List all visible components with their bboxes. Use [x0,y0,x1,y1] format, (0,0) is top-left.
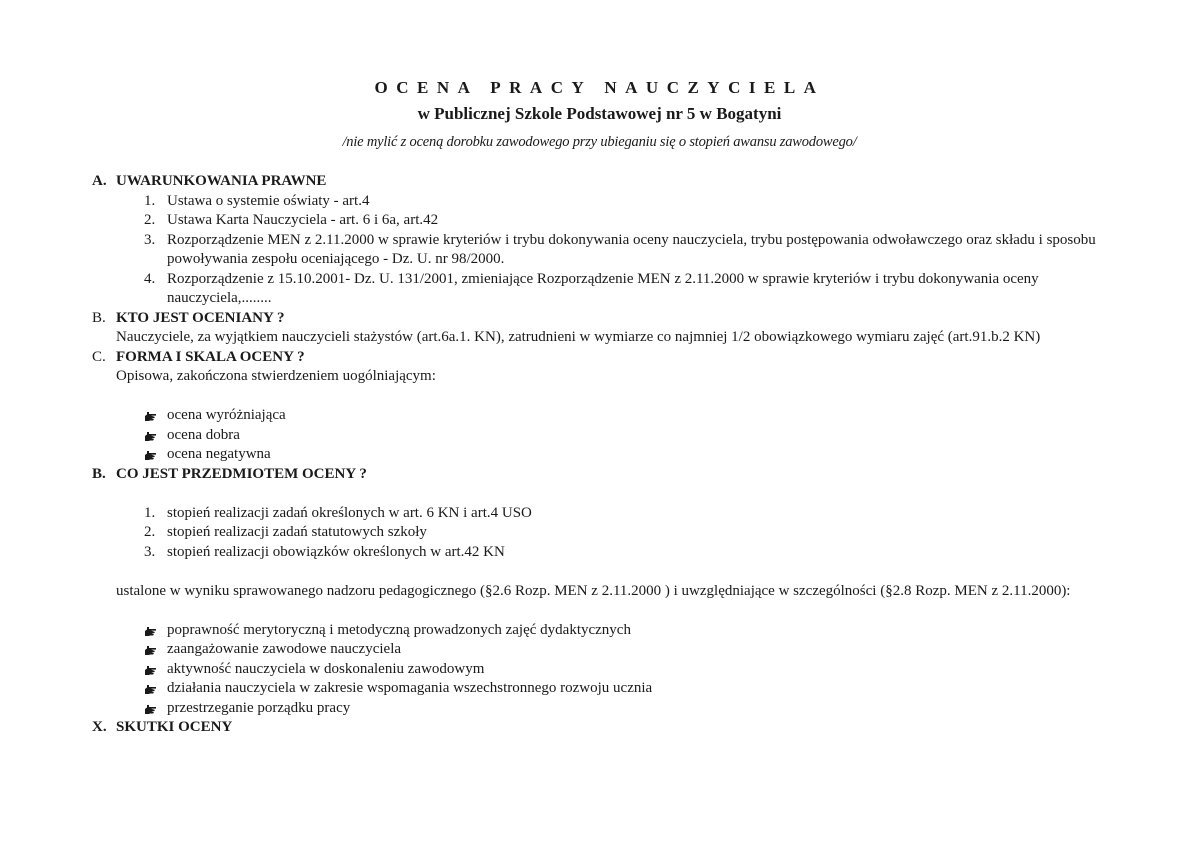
item-text: stopień realizacji zadań określonych w art. 6 KN i art.4 USO [167,504,532,521]
hand-pointer-icon [144,430,157,442]
hand-pointer-icon [144,625,157,637]
legal-basis-list [92,192,1132,309]
hand-pointer-icon [144,410,157,422]
hand-pointer-icon [144,644,157,656]
section-subject-of-evaluation [92,465,1132,485]
list-item [144,270,1132,309]
list-item [144,523,1132,543]
item-text: Rozporządzenie z 15.10.2001- Dz. U. 131/2001, zmieniające Rozporządzenie MEN z 2.11.2000 w sprawie kryteriów i trybu dokonywania oceny nauczyciela,........ [167,270,1039,306]
list-item [144,192,1132,212]
hand-pointer-icon [144,449,157,461]
item-text: stopień realizacji obowiązków określonych w art.42 KN [167,543,505,560]
item-number: 4. [144,270,156,287]
subject-list [92,504,1132,563]
section-marker: X. [92,719,107,735]
list-item [144,543,1132,563]
list-item [144,640,1132,660]
page-subtitle: w Publicznej Szkole Podstawowej nr 5 w Bogatyni [417,104,782,123]
section-paragraph: ustalone w wyniku sprawowanego nadzoru pedagogicznego (§2.6 Rozp. MEN z 2.11.2000 ) i uwzględniające w szczególności (§2.8 Rozp. MEN z 2.11.2000): [116,582,1071,599]
section-marker: A. [92,173,107,189]
list-item [144,231,1132,270]
item-number: 3. [144,231,156,248]
list-item [144,406,1132,426]
list-item [144,621,1132,641]
list-item [144,699,1132,719]
item-text: ocena dobra [167,426,240,443]
section-paragraph: Opisowa, zakończona stwierdzeniem uogólniającym: [116,368,436,384]
item-number: 2. [144,212,156,228]
page-note: /nie mylić z oceną dorobku zawodowego przy ubieganiu się o stopień awansu zawodowego/ [342,134,857,150]
item-text: działania nauczyciela w zakresie wspomagania wszechstronnego rozwoju ucznia [167,680,653,696]
item-text: stopień realizacji zadań statutowych szkoły [167,524,427,540]
section-paragraph: Nauczyciele, za wyjątkiem nauczycieli stażystów (art.6a.1. KN), zatrudnieni w wymiarze co najmniej 1/2 obowiązkowego wymiaru zajęć (art.91.b.2 KN) [116,329,1041,345]
section-consequences [92,718,1132,738]
hand-pointer-icon [144,664,157,676]
evaluation-criteria-list [92,621,1132,719]
item-number: 1. [144,504,156,521]
item-text: Ustawa o systemie oświaty - art.4 [167,192,370,209]
section-title: SKUTKI OCENY [116,719,233,735]
section-form-and-scale [92,348,1132,368]
rating-scale-list [92,406,1132,465]
list-item [144,679,1132,699]
item-text: poprawność merytoryczną i metodyczną prowadzonych zajęć dydaktycznych [167,621,631,638]
item-text: ocena negatywna [167,446,271,462]
document-body [92,172,1132,738]
item-text: przestrzeganie porządku pracy [167,699,351,716]
hand-pointer-icon [144,703,157,715]
list-item [144,211,1132,231]
list-item [144,445,1132,465]
list-item [144,660,1132,680]
section-title: FORMA I SKALA OCENY ? [116,348,305,365]
item-number: 3. [144,543,156,560]
section-marker: B. [92,465,106,482]
list-item [144,426,1132,446]
item-text: ocena wyróżniająca [167,407,286,423]
section-title: UWARUNKOWANIA PRAWNE [116,173,327,189]
section-who-is-evaluated [92,309,1132,329]
section-legal-basis [92,172,1132,192]
list-item [144,504,1132,524]
item-text: Ustawa Karta Nauczyciela - art. 6 i 6a, art.42 [167,212,439,228]
item-number: 1. [144,192,156,209]
item-text: aktywność nauczyciela w doskonaleniu zawodowym [167,660,485,677]
item-text: Rozporządzenie MEN z 2.11.2000 w sprawie kryteriów i trybu dokonywania oceny nauczyciela, trybu postępowania odwoławczego oraz składu i sposobu powoływania zespołu oceniającego - Dz. U. nr 98/2000. [167,231,1096,267]
item-number: 2. [144,524,156,540]
hand-pointer-icon [144,683,157,695]
item-text: zaangażowanie zawodowe nauczyciela [167,641,402,657]
page-title: OCENA PRACY NAUCZYCIELA [374,78,825,97]
section-marker: C. [92,348,106,365]
section-title: CO JEST PRZEDMIOTEM OCENY ? [116,465,367,482]
section-marker: B. [92,309,106,326]
section-title: KTO JEST OCENIANY ? [116,309,285,326]
